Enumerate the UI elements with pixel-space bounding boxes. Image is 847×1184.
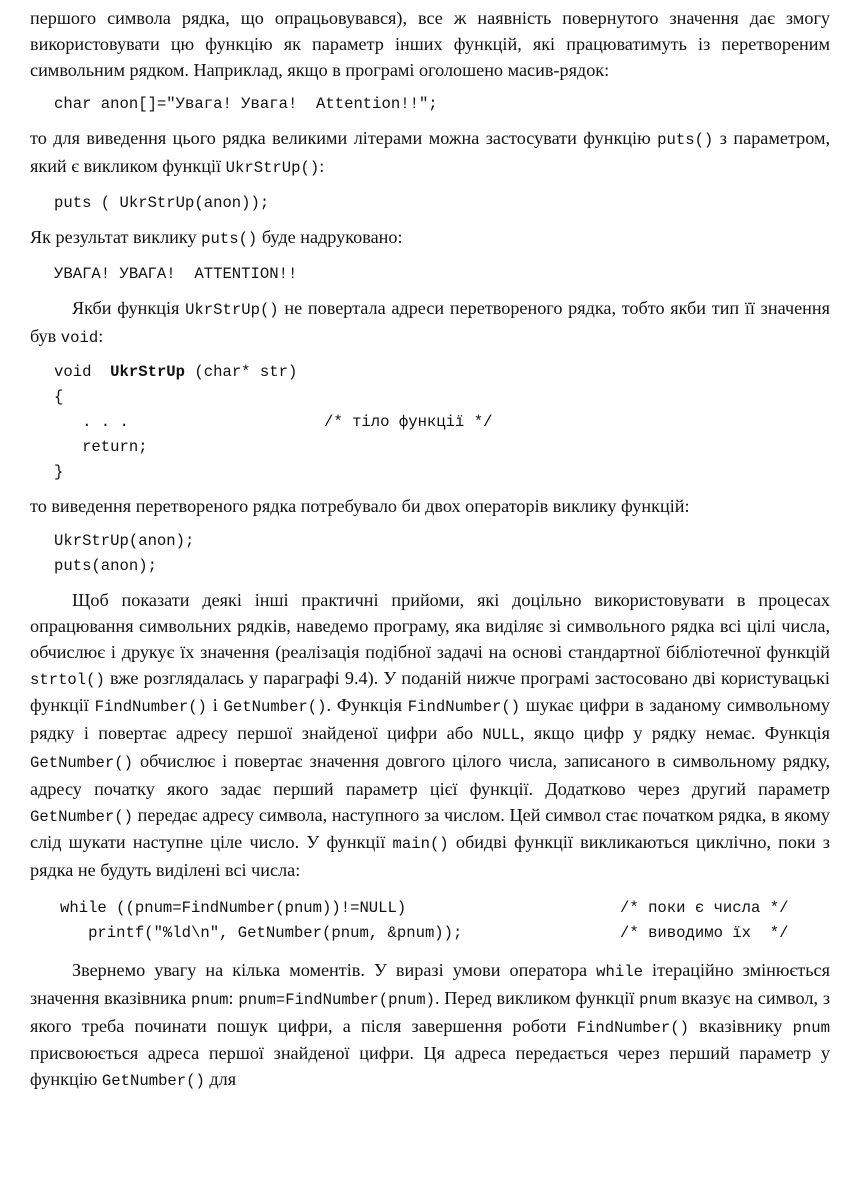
text: присвоюється адреса першої знайденої цифри. Ця адреса передається через перший параметр у функцію bbox=[30, 1043, 830, 1090]
inline-code: NULL bbox=[482, 726, 520, 745]
paragraph-intro: першого символа рядка, що опрацьовувався), все ж наявність повернутого значення дає змогу використовувати цю функцію як параметр інших функцій, які працюватимуть із перетвореним символьним рядком. Наприклад, якщо в програмі оголошено масив-рядок: bbox=[30, 8, 830, 80]
inline-code: GetNumber() bbox=[223, 698, 327, 717]
text: Щоб показати деякі інші практичні прийоми, які доцільно використовувати в процесах опрацювання символьних рядків, наведемо програму, яка виділяє зі символьного рядка всі цілі числа, обчислює і друкує їх значення (реалізація подібної задачі на основі стандартної бібліотечної функцій bbox=[30, 590, 830, 662]
inline-code: GetNumber() bbox=[30, 753, 133, 772]
code-block-puts-call bbox=[30, 191, 830, 216]
code-block-while-loop bbox=[30, 896, 830, 946]
inline-code: while bbox=[596, 962, 643, 981]
text: шукає цифри в заданому символьному рядку і повертає адресу першої знайденої цифри або bbox=[30, 695, 830, 744]
inline-code: UkrStrUp() bbox=[185, 300, 279, 319]
parameters: (char* str) bbox=[185, 363, 298, 382]
code-line: puts ( UkrStrUp(anon)); bbox=[54, 193, 270, 212]
code-line bbox=[54, 410, 830, 435]
text: то для виведення цього рядка великими літерами можна застосувати функцію bbox=[30, 128, 658, 149]
code-line: puts(anon); bbox=[54, 557, 157, 576]
code-line: char anon[]="Увага! Увага! Attention!!"; bbox=[54, 95, 438, 114]
code-statement: printf("%ld\n", GetNumber(pnum, &pnum)); bbox=[60, 923, 463, 942]
text: Як результат виклику bbox=[30, 226, 202, 247]
code-line bbox=[60, 921, 830, 946]
document-page bbox=[30, 6, 830, 1095]
text: не повертала адреси перетвореного рядка, тобто якби тип її значення був bbox=[30, 297, 830, 346]
keyword: void bbox=[54, 363, 111, 382]
code-statement: while ((pnum=FindNumber(pnum))!=NULL) bbox=[60, 898, 407, 917]
code-block-void-function bbox=[30, 360, 830, 485]
inline-code: strtol() bbox=[30, 670, 105, 689]
paragraph-void-case bbox=[30, 296, 830, 352]
code-line: return; bbox=[54, 438, 148, 457]
text: . Перед викликом функції bbox=[434, 987, 640, 1008]
inline-code: puts() bbox=[657, 131, 714, 150]
code-comment: /* тіло функції */ bbox=[324, 413, 493, 432]
paragraph-puts-usage bbox=[30, 126, 830, 182]
code-line: UkrStrUp(anon); bbox=[54, 532, 195, 551]
inline-code: pnum=FindNumber(pnum) bbox=[238, 990, 435, 1009]
inline-code: FindNumber() bbox=[407, 698, 521, 717]
text: передає адресу символа, наступного за числом. Цей символ стає початком рядка, в якому слід шукати наступне ціле число. У функції bbox=[30, 804, 830, 853]
text: вказує на символ, з якого треба починати пошук цифри, а після завершення роботи bbox=[30, 987, 831, 1036]
text: , якщо цифр у рядку немає. Функція bbox=[519, 723, 830, 744]
text: : bbox=[228, 987, 239, 1008]
code-line: } bbox=[54, 463, 64, 482]
code-block-declaration bbox=[30, 92, 830, 117]
text: буде надруковано: bbox=[257, 226, 403, 247]
inline-code: GetNumber() bbox=[101, 1072, 205, 1091]
text: обчислює і повертає значення довгого цілого числа, записаного в символьному рядку, адресу початку якого задає перший параметр цієї функції. Додатково через другий параметр bbox=[30, 750, 830, 799]
code-comment: /* поки є числа */ bbox=[620, 898, 789, 917]
function-name: UkrStrUp bbox=[110, 363, 186, 382]
text: Якби функція bbox=[72, 297, 186, 318]
inline-code: main() bbox=[392, 835, 449, 854]
text: обидві функції викликаються циклічно, поки з рядка не будуть виділені всі числа: bbox=[30, 832, 830, 881]
inline-code: FindNumber() bbox=[576, 1018, 689, 1037]
paragraph-program-description bbox=[30, 588, 830, 884]
text: : bbox=[319, 156, 325, 177]
inline-code: pnum bbox=[191, 990, 229, 1009]
inline-code: pnum bbox=[639, 990, 677, 1009]
code-ellipsis: . . . bbox=[54, 413, 129, 432]
paragraph-result bbox=[30, 225, 830, 253]
text: . Функція bbox=[326, 695, 408, 716]
text: Звернемо увагу на кілька моментів. У виразі умови оператора bbox=[72, 959, 597, 980]
code-block-two-calls bbox=[30, 529, 830, 579]
code-line bbox=[54, 360, 830, 385]
paragraph-two-calls: то виведення перетвореного рядка потребувало би двох операторів виклику функцій: bbox=[30, 496, 690, 517]
inline-code: void bbox=[60, 328, 99, 347]
text: вже розглядалась у параграфі 9.4). У поданій нижче програмі застосовано дві користувацькі функції bbox=[30, 667, 830, 716]
code-line: { bbox=[54, 388, 64, 407]
inline-code: puts() bbox=[201, 229, 258, 248]
text: з параметром, який є викликом функції bbox=[30, 128, 831, 177]
text: і bbox=[206, 695, 224, 716]
paragraph-notes bbox=[30, 958, 830, 1095]
inline-code: FindNumber() bbox=[94, 698, 207, 717]
inline-code: UkrStrUp() bbox=[225, 159, 320, 178]
text: : bbox=[98, 325, 104, 346]
text: ітераційно змінюється значення вказівника bbox=[30, 959, 830, 1008]
code-block-output bbox=[30, 262, 830, 287]
inline-code: GetNumber() bbox=[30, 807, 133, 826]
code-line: УВАГА! УВАГА! ATTENTION!! bbox=[54, 264, 298, 283]
code-line bbox=[60, 896, 830, 921]
inline-code: pnum bbox=[792, 1018, 830, 1037]
code-comment: /* виводимо їх */ bbox=[620, 923, 789, 942]
text: для bbox=[204, 1069, 237, 1090]
text: вказівнику bbox=[688, 1015, 793, 1036]
